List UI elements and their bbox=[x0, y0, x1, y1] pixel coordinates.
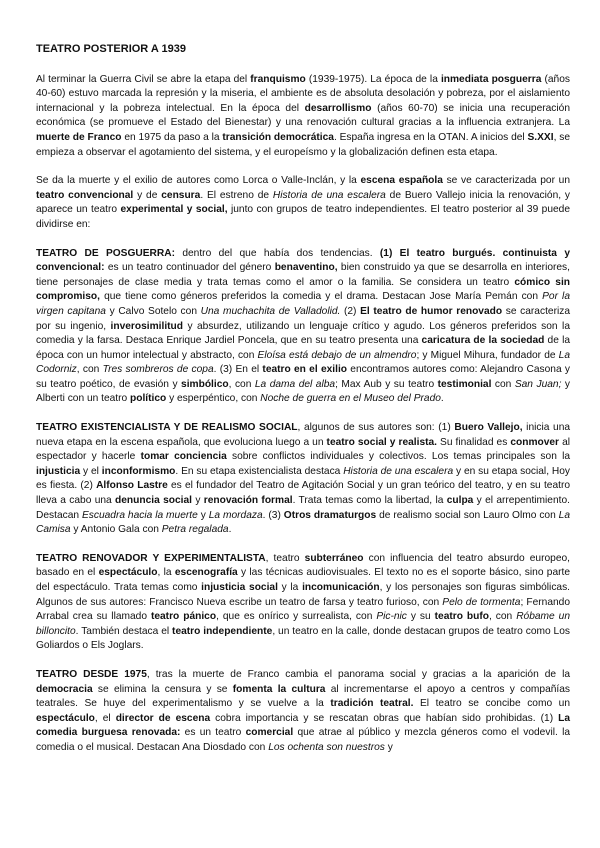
text-run: , con bbox=[489, 611, 517, 623]
text-run: Se da la muerte y el exilio de autores como Lorca o Valle-Inclán, y la bbox=[36, 175, 361, 187]
text-run: y bbox=[384, 741, 393, 753]
bold-term: El teatro de humor renovado bbox=[360, 305, 503, 317]
text-run: junto con grupos de teatro independientes. El teatro posterior al 39 puede dividirse en: bbox=[36, 204, 571, 230]
text-run: , con bbox=[76, 364, 103, 376]
bold-term: político bbox=[130, 393, 167, 405]
text-run: es un teatro bbox=[180, 727, 246, 739]
text-run: de la época con un humor intelectual y abstracto, con bbox=[36, 335, 570, 361]
bold-term: teatro convencional bbox=[36, 189, 134, 201]
text-run: y absurdez, utilizando un lenguaje crítico y agudo. Los géneros preferidos son la comedia y la farsa. Destaca Enrique Jardiel Poncela, que en su teatro presenta una bbox=[36, 320, 570, 347]
text-run: . Trata temas como la libertad, la bbox=[292, 495, 447, 507]
text-run: Al terminar la Guerra Civil se abre la etapa del bbox=[36, 73, 251, 85]
work-title: Escuadra hacia la muerte bbox=[81, 509, 198, 521]
text-run: . bbox=[440, 393, 444, 405]
text-run: y Antonio Gala con bbox=[70, 524, 162, 536]
work-title: Petra regalada bbox=[161, 524, 229, 536]
bold-term: (1) El teatro burgués. continuista y convencional: bbox=[36, 247, 570, 274]
paragraph-teatro-existencialista bbox=[36, 421, 570, 538]
bold-term: tradición teatral. bbox=[330, 698, 414, 710]
text-run: bien construido ya que se desarrolla en interiores, tiene personajes de clase media y trata temas como el amor o la familia. Se considera un teatro bbox=[36, 262, 570, 288]
bold-term: culpa bbox=[446, 495, 474, 507]
work-title: Por la virgen capitana bbox=[36, 291, 570, 317]
text-run: (2) bbox=[340, 305, 361, 317]
paragraph-teatro-renovador bbox=[36, 552, 570, 654]
work-title: La Codorniz bbox=[36, 349, 570, 376]
text-run: (1939-1975). La época de la bbox=[305, 73, 441, 85]
text-run: y el arrepentimiento. Destacan bbox=[36, 495, 570, 521]
text-run: con bbox=[491, 378, 515, 390]
bold-term: inconformismo bbox=[101, 465, 176, 477]
work-title: Una muchachita de Valladolid. bbox=[200, 305, 341, 317]
bold-term: teatro bufo bbox=[434, 611, 489, 623]
text-run: inicia una nueva etapa en la escena española, que evoluciona luego a un bbox=[36, 422, 571, 448]
bold-term: censura bbox=[161, 189, 201, 201]
bold-term: director de escena bbox=[115, 712, 211, 724]
text-run: y de bbox=[133, 189, 162, 201]
text-run: , se empieza a observar el agotamiento del sistema, y el europeísmo y la globalización definen esta etapa. bbox=[36, 131, 570, 158]
bold-term: escenografía bbox=[174, 567, 238, 579]
paragraph-teatro-desde-1975 bbox=[36, 668, 570, 756]
work-title: La mordaza bbox=[208, 509, 263, 521]
bold-term: franquismo bbox=[250, 73, 306, 85]
bold-term: conmover bbox=[510, 436, 560, 448]
bold-term: inmediata posguerra bbox=[440, 73, 542, 85]
text-run: al incrementarse el apoyo a centros y compañías teatrales. Se huye del experimentalismo y se vuelve a la bbox=[36, 683, 571, 710]
bold-term: democracia bbox=[36, 683, 93, 695]
bold-term: espectáculo bbox=[36, 712, 95, 724]
text-run: y esperpéntico, con bbox=[166, 393, 261, 405]
text-run: y bbox=[197, 509, 209, 521]
document-title: TEATRO POSTERIOR A 1939 bbox=[36, 43, 186, 55]
bold-term: teatro independiente bbox=[172, 625, 273, 637]
bold-term: Alfonso Lastre bbox=[96, 480, 168, 492]
bold-term: comercial bbox=[245, 727, 294, 739]
bold-term: denuncia social bbox=[115, 495, 192, 507]
bold-term: incomunicación bbox=[302, 582, 380, 593]
text-run: es el fundador del Teatro de Agitación Social y un gran teórico del teatro, y en su teatro lleva a cabo una bbox=[36, 480, 570, 507]
text-run: es un teatro continuador del género bbox=[104, 262, 275, 274]
paragraph-teatro-posguerra bbox=[36, 247, 570, 408]
bold-term: caricatura de la sociedad bbox=[421, 335, 545, 347]
text-run: encontramos autores como: Alejandro Casona y su teatro poético, de evasión y bbox=[36, 364, 570, 390]
work-title: Tres sombreros de copa bbox=[102, 364, 214, 376]
text-run: y en su etapa social, Hoy es fiesta. (2) bbox=[36, 465, 570, 492]
bold-term: simbólico bbox=[181, 378, 229, 390]
text-run: con influencia del teatro absurdo europeo, basado en el bbox=[36, 552, 570, 579]
bold-term: La comedia burguesa renovada: bbox=[36, 712, 571, 739]
bold-term: escena española bbox=[360, 175, 443, 187]
text-run: . (3) En el bbox=[213, 364, 263, 376]
text-run: y las técnicas audiovisuales. El texto no es el soporte básico, sino parte del espectáculo. Trata temas como bbox=[36, 567, 571, 593]
bold-term: Buero Vallejo, bbox=[454, 422, 523, 434]
text-run: que tiene como géneros preferidos la comedia y el drama. Destacan Jose María Pemán con bbox=[99, 291, 543, 303]
bold-term: inverosimilitud bbox=[110, 320, 184, 332]
bold-term: benaventino, bbox=[274, 262, 338, 274]
work-title: Historia de una escalera bbox=[272, 189, 386, 201]
text-run: de Buero Vallejo inicia la renovación, y aparece un teatro bbox=[36, 189, 571, 216]
bold-term: cómico sin compromiso, bbox=[36, 276, 571, 303]
work-title: Eloísa está debajo de un almendro bbox=[257, 349, 417, 361]
text-run: se elimina la censura y se bbox=[92, 683, 233, 695]
bold-term: teatro en el exilio bbox=[262, 364, 347, 376]
work-title: Historia de una escalera bbox=[343, 465, 454, 477]
text-run: . También destaca el bbox=[75, 625, 173, 637]
bold-term: TEATRO DE POSGUERRA: bbox=[36, 247, 176, 259]
text-run: cobra importancia y se rescatan obras que habían sido prohibidas. (1) bbox=[210, 712, 559, 724]
text-run: (años 40-60) estuvo marcada la represión y la miseria, el ambiente es de absoluta desolación y pobreza, por el aislamiento internacional y la pobreza intelectual. En la época del bbox=[36, 73, 570, 114]
bold-term: TEATRO DESDE 1975 bbox=[36, 668, 147, 680]
text-run: , un teatro en la calle, donde destacan grupos de teatro como Los Goliardos o Els Joglars. bbox=[36, 625, 570, 652]
bold-term: TEATRO EXISTENCIALISTA Y DE REALISMO SOCIAL bbox=[36, 422, 298, 434]
text-run: , el bbox=[94, 712, 116, 724]
bold-term: fomenta la cultura bbox=[232, 683, 326, 695]
text-run: , la bbox=[157, 567, 175, 579]
bold-term: renovación formal bbox=[203, 495, 293, 507]
bold-term: S.XXI bbox=[527, 131, 554, 143]
text-run: . (3) bbox=[262, 509, 284, 521]
text-run: sobre conflictos individuales y colectivos. Los temas principales son la bbox=[226, 451, 571, 463]
work-title: Pic-nic bbox=[376, 611, 407, 623]
text-run: dentro del que había dos tendencias. bbox=[175, 247, 380, 259]
text-run: y su bbox=[406, 611, 435, 623]
bold-term: injusticia social bbox=[201, 582, 278, 593]
text-run: . El estreno de bbox=[200, 189, 273, 201]
bold-term: tomar conciencia bbox=[140, 451, 227, 463]
text-run: que atrae al público y mezcla géneros como el vodevil. la comedia o el musical. Destacan Ana Diosdado con bbox=[36, 727, 570, 753]
text-run: ; Fernando Arrabal crea su llamado bbox=[36, 596, 570, 623]
text-run: ; Max Aub y su teatro bbox=[335, 378, 438, 390]
text-run: se caracteriza por su ingenio, bbox=[36, 305, 570, 332]
text-run: ; y Miguel Mihura, fundador de bbox=[416, 349, 559, 361]
text-run: y la bbox=[277, 582, 303, 593]
text-run: se ve caracterizada por un bbox=[442, 175, 570, 187]
work-title: Róbame un billoncito bbox=[36, 611, 570, 637]
bold-term: muerte de Franco bbox=[36, 131, 122, 143]
text-run: , que es onírico y surrealista, con bbox=[216, 611, 377, 623]
bold-term: teatro pánico bbox=[150, 611, 217, 623]
text-run: (años 60-70) se inicia una recuperación económica (se promueve el Estado del Bienestar) y una renovación cultural gracias a la influencia extranjera. La bbox=[36, 102, 570, 129]
work-title: Noche de guerra en el Museo del Prado bbox=[260, 393, 441, 405]
text-run: , y los personajes son figuras simbólicas. Algunos de sus autores: Francisco Nueva escribe un teatro de farsa y teatro furioso, con bbox=[36, 582, 571, 608]
bold-term: testimonial bbox=[437, 378, 492, 390]
text-run: Su finalidad es bbox=[437, 436, 511, 448]
bold-term: teatro social y realista. bbox=[326, 436, 438, 448]
paragraph-intro-history bbox=[36, 73, 570, 161]
bold-term: experimental y social, bbox=[120, 204, 228, 216]
text-run: , tras la muerte de Franco cambia el panorama social y gracias a la aparición de la bbox=[146, 668, 570, 680]
bold-term: Otros dramaturgos bbox=[283, 509, 377, 521]
text-run: en 1975 da paso a la bbox=[121, 131, 223, 143]
text-run: y Calvo Sotelo con bbox=[105, 305, 201, 317]
bold-term: desarrollismo bbox=[304, 102, 372, 114]
text-run: El teatro se concibe como un bbox=[413, 698, 570, 710]
text-run: de realismo social son Lauro Olmo con bbox=[376, 509, 559, 521]
text-run: al espectador y hacerle bbox=[36, 436, 570, 463]
work-title: Los ochenta son nuestros bbox=[268, 741, 385, 753]
work-title: La dama del alba bbox=[254, 378, 336, 390]
work-title: La Camisa bbox=[36, 509, 571, 536]
bold-term: transición democrática bbox=[222, 131, 334, 143]
text-run: , teatro bbox=[265, 552, 305, 564]
bold-term: subterráneo bbox=[304, 552, 364, 564]
paragraph-intro-scene bbox=[36, 174, 570, 232]
work-title: Pelo de tormenta bbox=[442, 596, 521, 608]
bold-term: TEATRO RENOVADOR Y EXPERIMENTALISTA bbox=[36, 552, 266, 564]
work-title: San Juan; bbox=[514, 378, 562, 390]
text-run: . España ingresa en la OTAN. A inicios del bbox=[333, 131, 528, 143]
bold-term: injusticia bbox=[36, 465, 81, 477]
text-run: y el bbox=[80, 465, 102, 477]
text-run: y Alberti con un teatro bbox=[36, 378, 571, 405]
bold-term: espectáculo bbox=[98, 567, 158, 579]
text-run: y bbox=[191, 495, 204, 507]
text-run: , algunos de sus autores son: (1) bbox=[297, 422, 455, 434]
text-run: . bbox=[228, 524, 232, 536]
text-run: . En su etapa existencialista destaca bbox=[175, 465, 344, 477]
text-run: , con bbox=[228, 378, 255, 390]
